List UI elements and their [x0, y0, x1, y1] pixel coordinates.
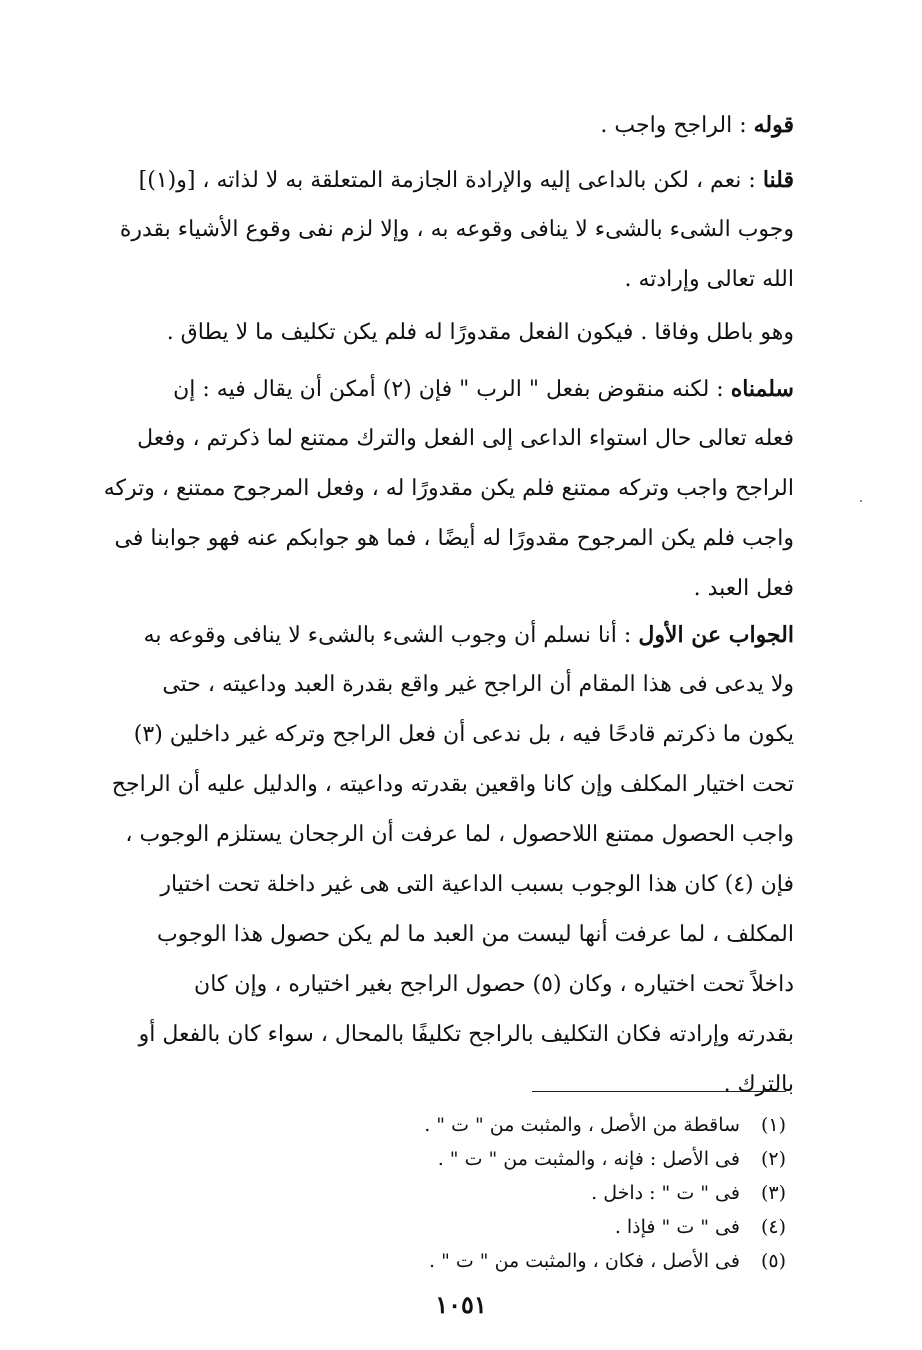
footnote-text: فى الأصل : فإنه ، والمثبت من " ت " . — [437, 1148, 740, 1170]
text-line: الراجح واجب وتركه ممتنع فلم يكن مقدورًا له ، وفعل المرجوح ممتنع ، وتركه — [103, 476, 794, 501]
footnote-text: فى " ت " : داخل . — [591, 1182, 740, 1204]
text-line: يكون ما ذكرتم قادحًا فيه ، بل ندعى أن فعل الراجح وتركه غير داخلين (٣) — [133, 722, 794, 747]
paragraph-lead-word: قوله — [753, 112, 794, 138]
text-line: واجب الحصول ممتنع اللاحصول ، لما عرفت أن الرجحان يستلزم الوجوب ، — [125, 822, 794, 847]
footnote-item — [146, 1244, 786, 1278]
text-line: الله تعالى وإرادته . — [624, 267, 794, 292]
paragraph-wahuwa-batil — [94, 308, 794, 358]
footnotes — [146, 1108, 786, 1278]
text-line: فعله تعالى حال استواء الداعى إلى الفعل والترك ممتنع لما ذكرتم ، وفعل — [137, 426, 794, 451]
footnote-number: (٢) — [760, 1148, 786, 1170]
footnote-text: فى الأصل ، فكان ، والمثبت من " ت " . — [429, 1250, 740, 1272]
text-line: قوله : الراجح واجب . — [600, 112, 794, 138]
text-line: بالترك . — [723, 1072, 794, 1097]
footnote-item — [146, 1210, 786, 1244]
text-line: قلنا : نعم ، لكن بالداعى إليه والإرادة الجازمة المتعلقة به لا لذاته ، [و(١)] — [138, 167, 794, 193]
text-line: تحت اختيار المكلف وإن كانا واقعين بقدرته وداعيته ، والدليل عليه أن الراجح — [111, 772, 794, 797]
footnote-item — [146, 1142, 786, 1176]
text-line: الجواب عن الأول : أنا نسلم أن وجوب الشىء بالشىء لا ينافى وقوعه به — [143, 622, 794, 648]
footnote-divider — [532, 1091, 786, 1092]
text-line: فإن (٤) كان هذا الوجوب بسبب الداعية التى هى غير داخلة تحت اختيار — [160, 872, 794, 897]
paragraph-qawluhu — [94, 100, 794, 150]
text-line: بقدرته وإرادته فكان التكليف بالراجح تكليفًا بالمحال ، سواء كان بالفعل أو — [138, 1022, 794, 1047]
text-line: المكلف ، لما عرفت أنها ليست من العبد ما لم يكن حصول هذا الوجوب — [156, 922, 794, 947]
paragraph-lead-word: الجواب عن الأول — [638, 622, 794, 648]
text-line: ولا يدعى فى هذا المقام أن الراجح غير واقع بقدرة العبد وداعيته ، حتى — [162, 672, 794, 697]
text-line: فعل العبد . — [693, 576, 794, 601]
margin-speck — [860, 500, 862, 502]
page-number: ١٠٥١ — [435, 1290, 487, 1319]
footnote-item — [146, 1176, 786, 1210]
footnote-number: (٤) — [760, 1216, 786, 1238]
paragraph-lead-word: قلنا — [762, 167, 794, 193]
text-line: وجوب الشىء بالشىء لا ينافى وقوعه به ، وإلا لزم نفى وقوع الأشياء بقدرة — [119, 217, 794, 242]
paragraph-al-jawab — [94, 610, 794, 1110]
footnote-text: ساقطة من الأصل ، والمثبت من " ت " . — [424, 1114, 740, 1136]
footnote-number: (٣) — [760, 1182, 786, 1204]
footnote-text: فى " ت " فإذا . — [614, 1216, 740, 1238]
paragraph-lead-word: سلمناه — [730, 376, 794, 402]
text-line: داخلاً تحت اختياره ، وكان (٥) حصول الراجح بغير اختياره ، وإن كان — [194, 972, 794, 997]
footnote-number: (٥) — [760, 1250, 786, 1272]
text-line: وهو باطل وفاقا . فيكون الفعل مقدورًا له فلم يكن تكليف ما لا يطاق . — [166, 320, 794, 345]
footnote-number: (١) — [760, 1114, 786, 1136]
text-line: واجب فلم يكن المرجوح مقدورًا له أيضًا ، فما هو جوابكم عنه فهو جوابنا فى — [114, 526, 794, 551]
paragraph-qulna — [94, 155, 794, 305]
text-line: سلمناه : لكنه منقوض بفعل " الرب " فإن (٢) أمكن أن يقال فيه : إن — [173, 376, 794, 402]
footnote-item — [146, 1108, 786, 1142]
paragraph-sallamnahu — [94, 364, 794, 614]
